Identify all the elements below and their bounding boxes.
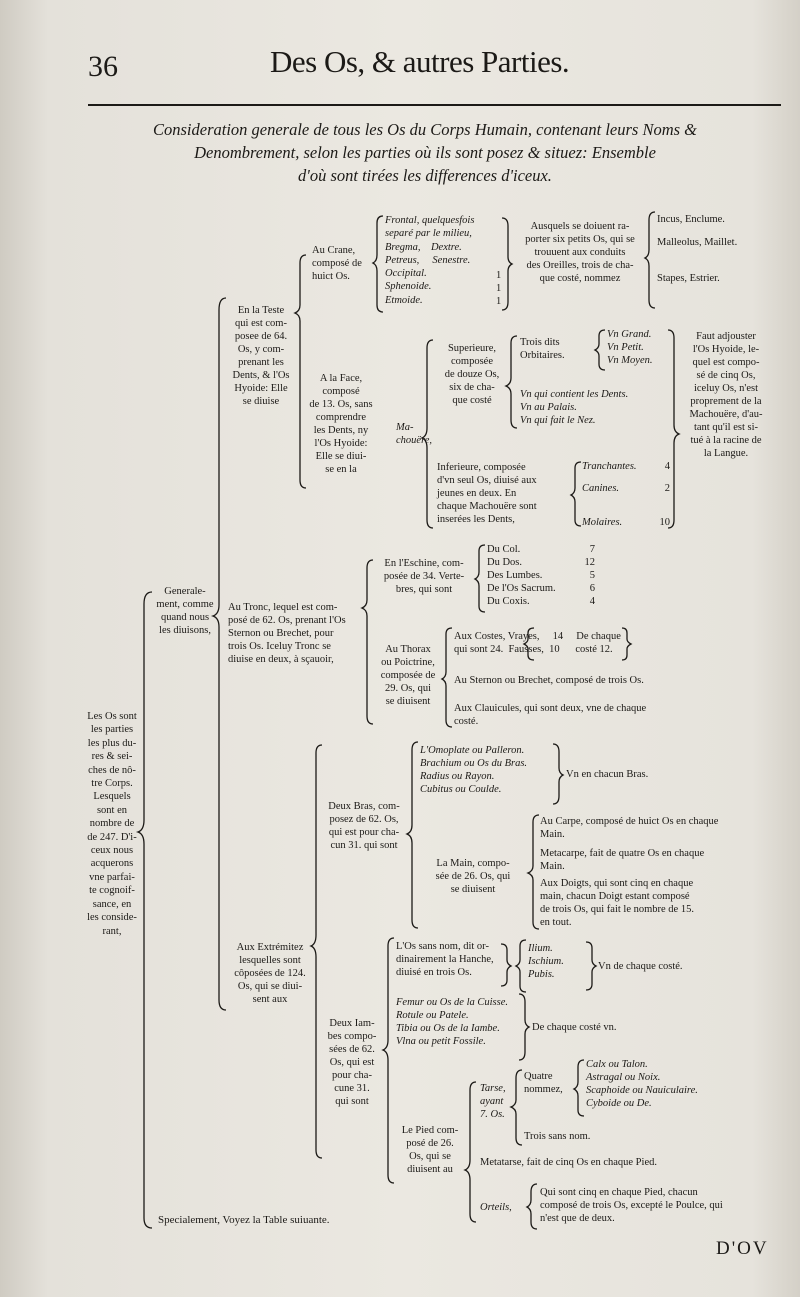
sternon-text: Au Sternon ou Brechet, composé de trois Os. <box>454 675 644 686</box>
tarse-list: Calx ou Talon. Astragal ou Noix. Scaphoide ou Nauiculaire. Cyboide ou De. <box>586 1059 698 1109</box>
brace-hanche-list <box>516 940 526 992</box>
brace-crane-right <box>502 218 512 310</box>
crane-list: Frontal, quelquesfois separé par le milieu, Bregma, Dextre. Petreus, Senestre. Occipital. Sphenoide. Etmoide. <box>385 215 475 306</box>
main-label: La Main, compo- sée de 26. Os, qui se diuisent <box>435 858 511 895</box>
brace-hanche <box>501 944 511 986</box>
metatarse-text: Metatarse, fait de cinq Os en chaque Pied. <box>480 1157 657 1168</box>
orteils-label: Orteils, <box>480 1202 512 1213</box>
brace-quatre <box>574 1060 584 1116</box>
hanche-note: Vn de chaque costé. <box>598 961 683 972</box>
machoire-label: Ma- chouëre, <box>396 422 433 446</box>
eschine-label: En l'Eschine, com- posée de 34. Verte- bres, qui sont <box>383 558 465 595</box>
page-number: 36 <box>88 50 118 83</box>
quatre-label: Quatre nommez, <box>524 1071 563 1095</box>
thorax-label: Au Thorax ou Poictrine, composée de 29. Os, qui se diuisent <box>380 644 436 707</box>
brace-bras-right <box>553 744 563 804</box>
bras-note: Vn en chacun Bras. <box>566 769 649 780</box>
bras-label: Deux Bras, com- posez de 62. Os, qui est pour cha- cun 31. qui sont <box>328 801 400 851</box>
crane-label: Au Crane, composé de huict Os. <box>312 245 362 282</box>
doigts-text: Aux Doigts, qui sont cinq en chaque main, chacun Doigt estant composé de trois Os, qui fait le nombre de 15. en tout. <box>540 878 694 928</box>
brace-iambes <box>383 938 394 1183</box>
tronc-label: Au Tronc, lequel est com- posé de 62. Os, prenant l'Os Sternon ou Brechet, pour trois Os. Iceluy Tronc se diuise en deux, à sçauoir, <box>228 602 346 665</box>
generalement-label: Generale- ment, comme quand nous les diuisons, <box>156 586 214 636</box>
eschine-list: Du Col. Du Dos. Des Lumbes. De l'Os Sacrum. Du Coxis. <box>487 544 556 607</box>
clavicules-text: Aux Clauicules, qui sont deux, vne de chaque costé. <box>454 703 647 727</box>
pied-label: Le Pied com- posé de 26. Os, qui se diuisent au <box>401 1125 459 1175</box>
eschine-nums: 7 12 5 6 4 <box>584 544 595 607</box>
face-label: A la Face, composé de 13. Os, sans comprendre les Dents, ny l'Os Hyoide: Elle se diui- se en la <box>309 373 373 475</box>
brace-cuisse <box>519 994 529 1060</box>
heading-line-1: Consideration generale de tous les Os du Corps Humain, contenant leurs Noms & <box>152 120 698 139</box>
oreilles-list: Incus, Enclume. Malleolus, Maillet. Stapes, Estrier. <box>657 214 738 284</box>
brace-dents <box>571 462 581 526</box>
hyoide-note: Faut adjouster l'Os Hyoide, le- quel est compo- sé de cinq Os, iceluy Os, n'est proprement de la Machouëre, d'au- tant qu'il est si- tué à la racine de la Langue. <box>689 331 763 459</box>
inferieure-label: Inferieure, composée d'vn seul Os, diuisé aux jeunes en deux. En chaque Machouëre sont inserées les Dents, <box>437 462 537 525</box>
brace-costes-right <box>622 628 631 660</box>
dents-list: Tranchantes. Canines. Molaires. <box>582 461 637 529</box>
hanche-text: L'Os sans nom, dit or- dinairement la Hanche, diuisé en trois Os. <box>396 941 494 978</box>
orteils-text: Qui sont cinq en chaque Pied, chacun composé de trois Os, excepté le Poulce, qui n'est que de deux. <box>540 1187 723 1224</box>
brace-thorax <box>442 628 452 727</box>
costes-text: Aux Costes, Vrayes, 14 De chaque qui sont 24. Fausses, 10 costé 12. <box>454 631 621 655</box>
catchword: D'OV <box>716 1238 769 1259</box>
brace-oreilles <box>645 212 655 308</box>
superieure-others: Vn qui contient les Dents. Vn au Palais. Vn qui fait le Nez. <box>520 389 629 426</box>
trois-sans-nom: Trois sans nom. <box>524 1131 591 1142</box>
brace-main <box>528 815 539 929</box>
crane-nums: 1 1 1 <box>496 270 502 307</box>
brace-pied <box>465 1082 476 1222</box>
tarse-label: Tarse, ayant 7. Os. <box>480 1083 506 1120</box>
carpe-text: Au Carpe, composé de huict Os en chaque Main. <box>540 816 719 840</box>
superieure-label: Superieure, composée de douze Os, six de cha- que costé <box>444 343 500 406</box>
brace-tarse <box>511 1070 522 1145</box>
brace-orteils <box>527 1184 537 1229</box>
running-title: Des Os, & autres Parties. <box>270 44 570 79</box>
heading-line-3: d'où sont tirées les differences d'iceux. <box>298 166 552 185</box>
orbit-list: Vn Grand. Vn Petit. Vn Moyen. <box>607 329 653 366</box>
metacarpe-text: Metacarpe, fait de quatre Os en chaque Main. <box>540 848 705 872</box>
dents-nums: 4 2 10 <box>659 461 670 529</box>
specialement-label: Specialement, Voyez la Table suiuante. <box>158 1214 330 1226</box>
brace-ilium-right <box>586 942 596 990</box>
heading-line-2: Denombrement, selon les parties où ils sont posez & situez: Ensemble <box>194 143 656 162</box>
brace-orbit <box>595 330 605 370</box>
oreilles-text: Ausquels se doiuent ra- porter six petits Os, qui se trouuent aux conduits des Oreilles, trois de cha- que costé, nommez <box>525 221 635 284</box>
extremites-label: Aux Extrémitez lesquelles sont côposées de 124. Os, qui se diui- sent aux <box>234 942 306 1005</box>
cuisse-note: De chaque costé vn. <box>532 1022 617 1033</box>
bras-list: L'Omoplate ou Palleron. Brachium ou Os du Bras. Radius ou Rayon. Cubitus ou Coulde. <box>420 745 528 795</box>
teste-label: En la Teste qui est com- posee de 64. Os, y com- prenant les Dents, & l'Os Hyoide: Elle se diuise <box>232 305 290 407</box>
hanche-list: Ilium. Ischium. Pubis. <box>528 943 564 980</box>
iambes-label: Deux Iam- bes compo- sées de 62. Os, qui est pour cha- cune 31. qui sont <box>327 1018 377 1107</box>
root-text: Les Os sont les parties les plus du- res & sei- ches de nô- tre Corps. Lesquels sont en nombre de de 247. D'i- ceux nous acquerons vne parfai- te cognoif- sance, en les conside- rant, <box>87 711 137 937</box>
cuisse-list: Femur ou Os de la Cuisse. Rotule ou Patele. Tibia ou Os de la Iambe. Vlna ou petit Fossile. <box>396 997 508 1047</box>
orbitaires-label: Trois dits Orbitaires. <box>520 337 565 361</box>
brace-crane <box>373 216 383 312</box>
